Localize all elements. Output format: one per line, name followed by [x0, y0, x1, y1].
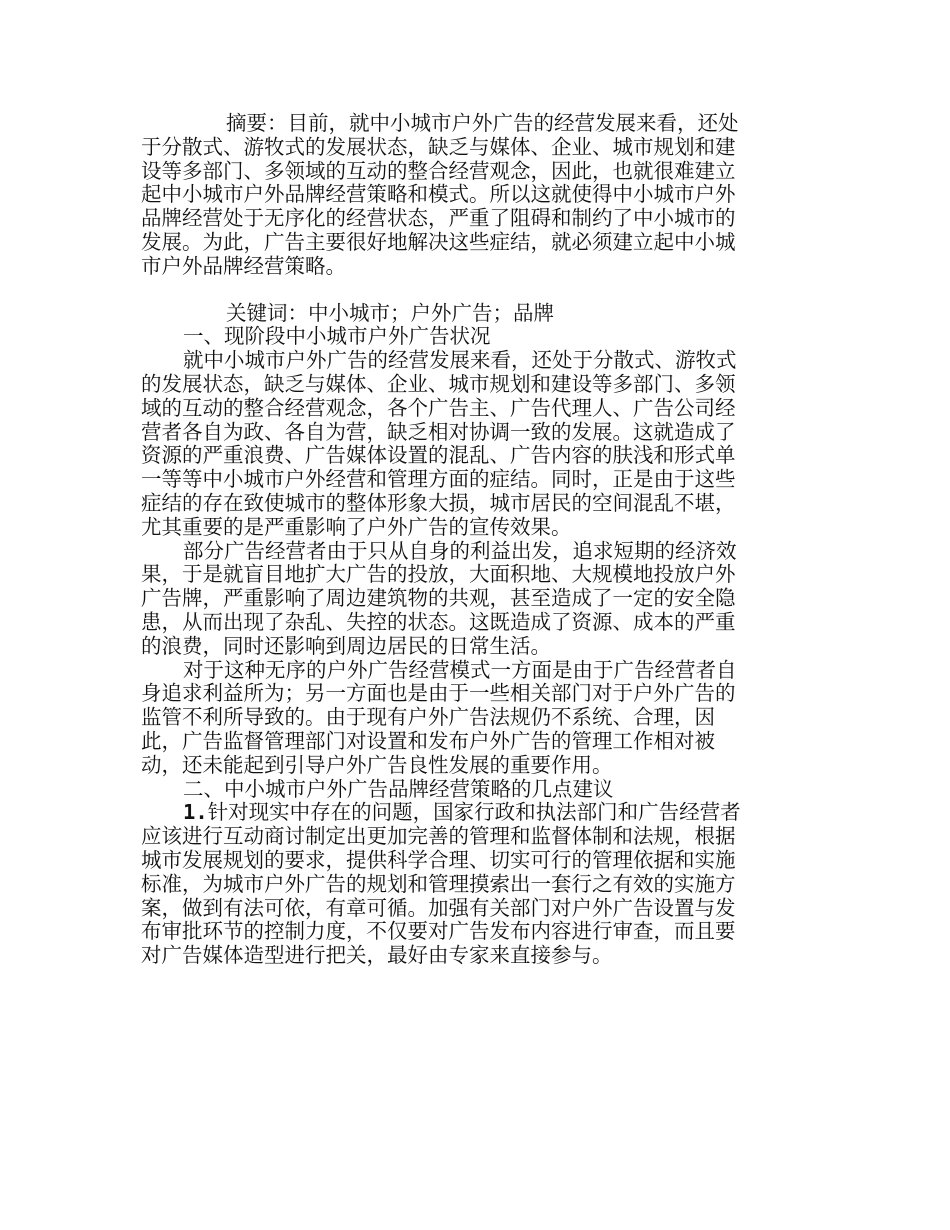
section-2-paragraph-1-text: 针对现实中存在的问题，国家行政和执法部门和广告经营者应该进行互动商讨制定出更加完善的管理和监督体制和法规，根据城市发展规划的要求，提供科学合理、切实可行的管理依据和实施标准，为城市户外广告的规划和管理摸索出一套行之有效的实施方案，做到有法可依，有章可循。加强有关部门对户外广告设置与发布审批环节的控制力度，不仅要对广告发布内容进行审查，而且要对广告媒体造型进行把关，最好由专家来直接参与。 [141, 800, 741, 968]
item-number: 1. [183, 800, 208, 825]
section-1-paragraph-1: 就中小城市户外广告的经营发展来看，还处于分散式、游牧式的发展状态，缺乏与媒体、企业、城市规划和建设等多部门、多领域的互动的整合经营观念，各个广告主、广告代理人、广告公司经营者各自为政、各自为营，缺乏相对协调一致的发展。这就造成了资源的严重浪费、广告媒体设置的混乱、广告内容的肤浅和形式单一等等中小城市户外经营和管理方面的症结。同时，正是由于这些症结的存在致使城市的整体形象大损，城市居民的空间混乱不堪，尤其重要的是严重影响了户外广告的宣传效果。 [141, 348, 737, 539]
section-1-paragraph-3: 对于这种无序的户外广告经营模式一方面是由于广告经营者自身追求利益所为；另一方面也是由于一些相关部门对于户外广告的监管不利所导致的。由于现有户外广告法规仍不系统、合理，因此，广告监督管理部门对设置和发布户外广告的管理工作相对被动，还未能起到引导户外广告良性发展的重要作用。 [141, 657, 737, 777]
section-1-heading: 一、现阶段中小城市户外广告状况 [183, 324, 491, 349]
abstract-paragraph: 摘要：目前，就中小城市户外广告的经营发展来看，还处于分散式、游牧式的发展状态，缺乏与媒体、企业、城市规划和建设等多部门、多领域的互动的整合经营观念，因此，也就很难建立起中小城市户外品牌经营策略和模式。所以这就使得中小城市户外品牌经营处于无序化的经营状态，严重了阻碍和制约了中小城市的发展。为此，广告主要很好地解决这些症结，就必须建立起中小城市户外品牌经营策略。 [141, 111, 739, 278]
section-2-paragraph-1 [141, 801, 741, 968]
keywords-line: 关键词：中小城市；户外广告；品牌 [226, 300, 554, 325]
document-body [141, 112, 741, 968]
section-1-paragraph-2: 部分广告经营者由于只从自身的利益出发，追求短期的经济效果，于是就盲目地扩大广告的投放，大面积地、大规模地投放户外广告牌，严重影响了周边建筑物的共观，甚至造成了一定的安全隐患，从而出现了杂乱、失控的状态。这既造成了资源、成本的严重的浪费，同时还影响到周边居民的日常生活。 [141, 538, 737, 658]
section-2-heading: 二、中小城市户外广告品牌经营策略的几点建议 [183, 776, 614, 801]
